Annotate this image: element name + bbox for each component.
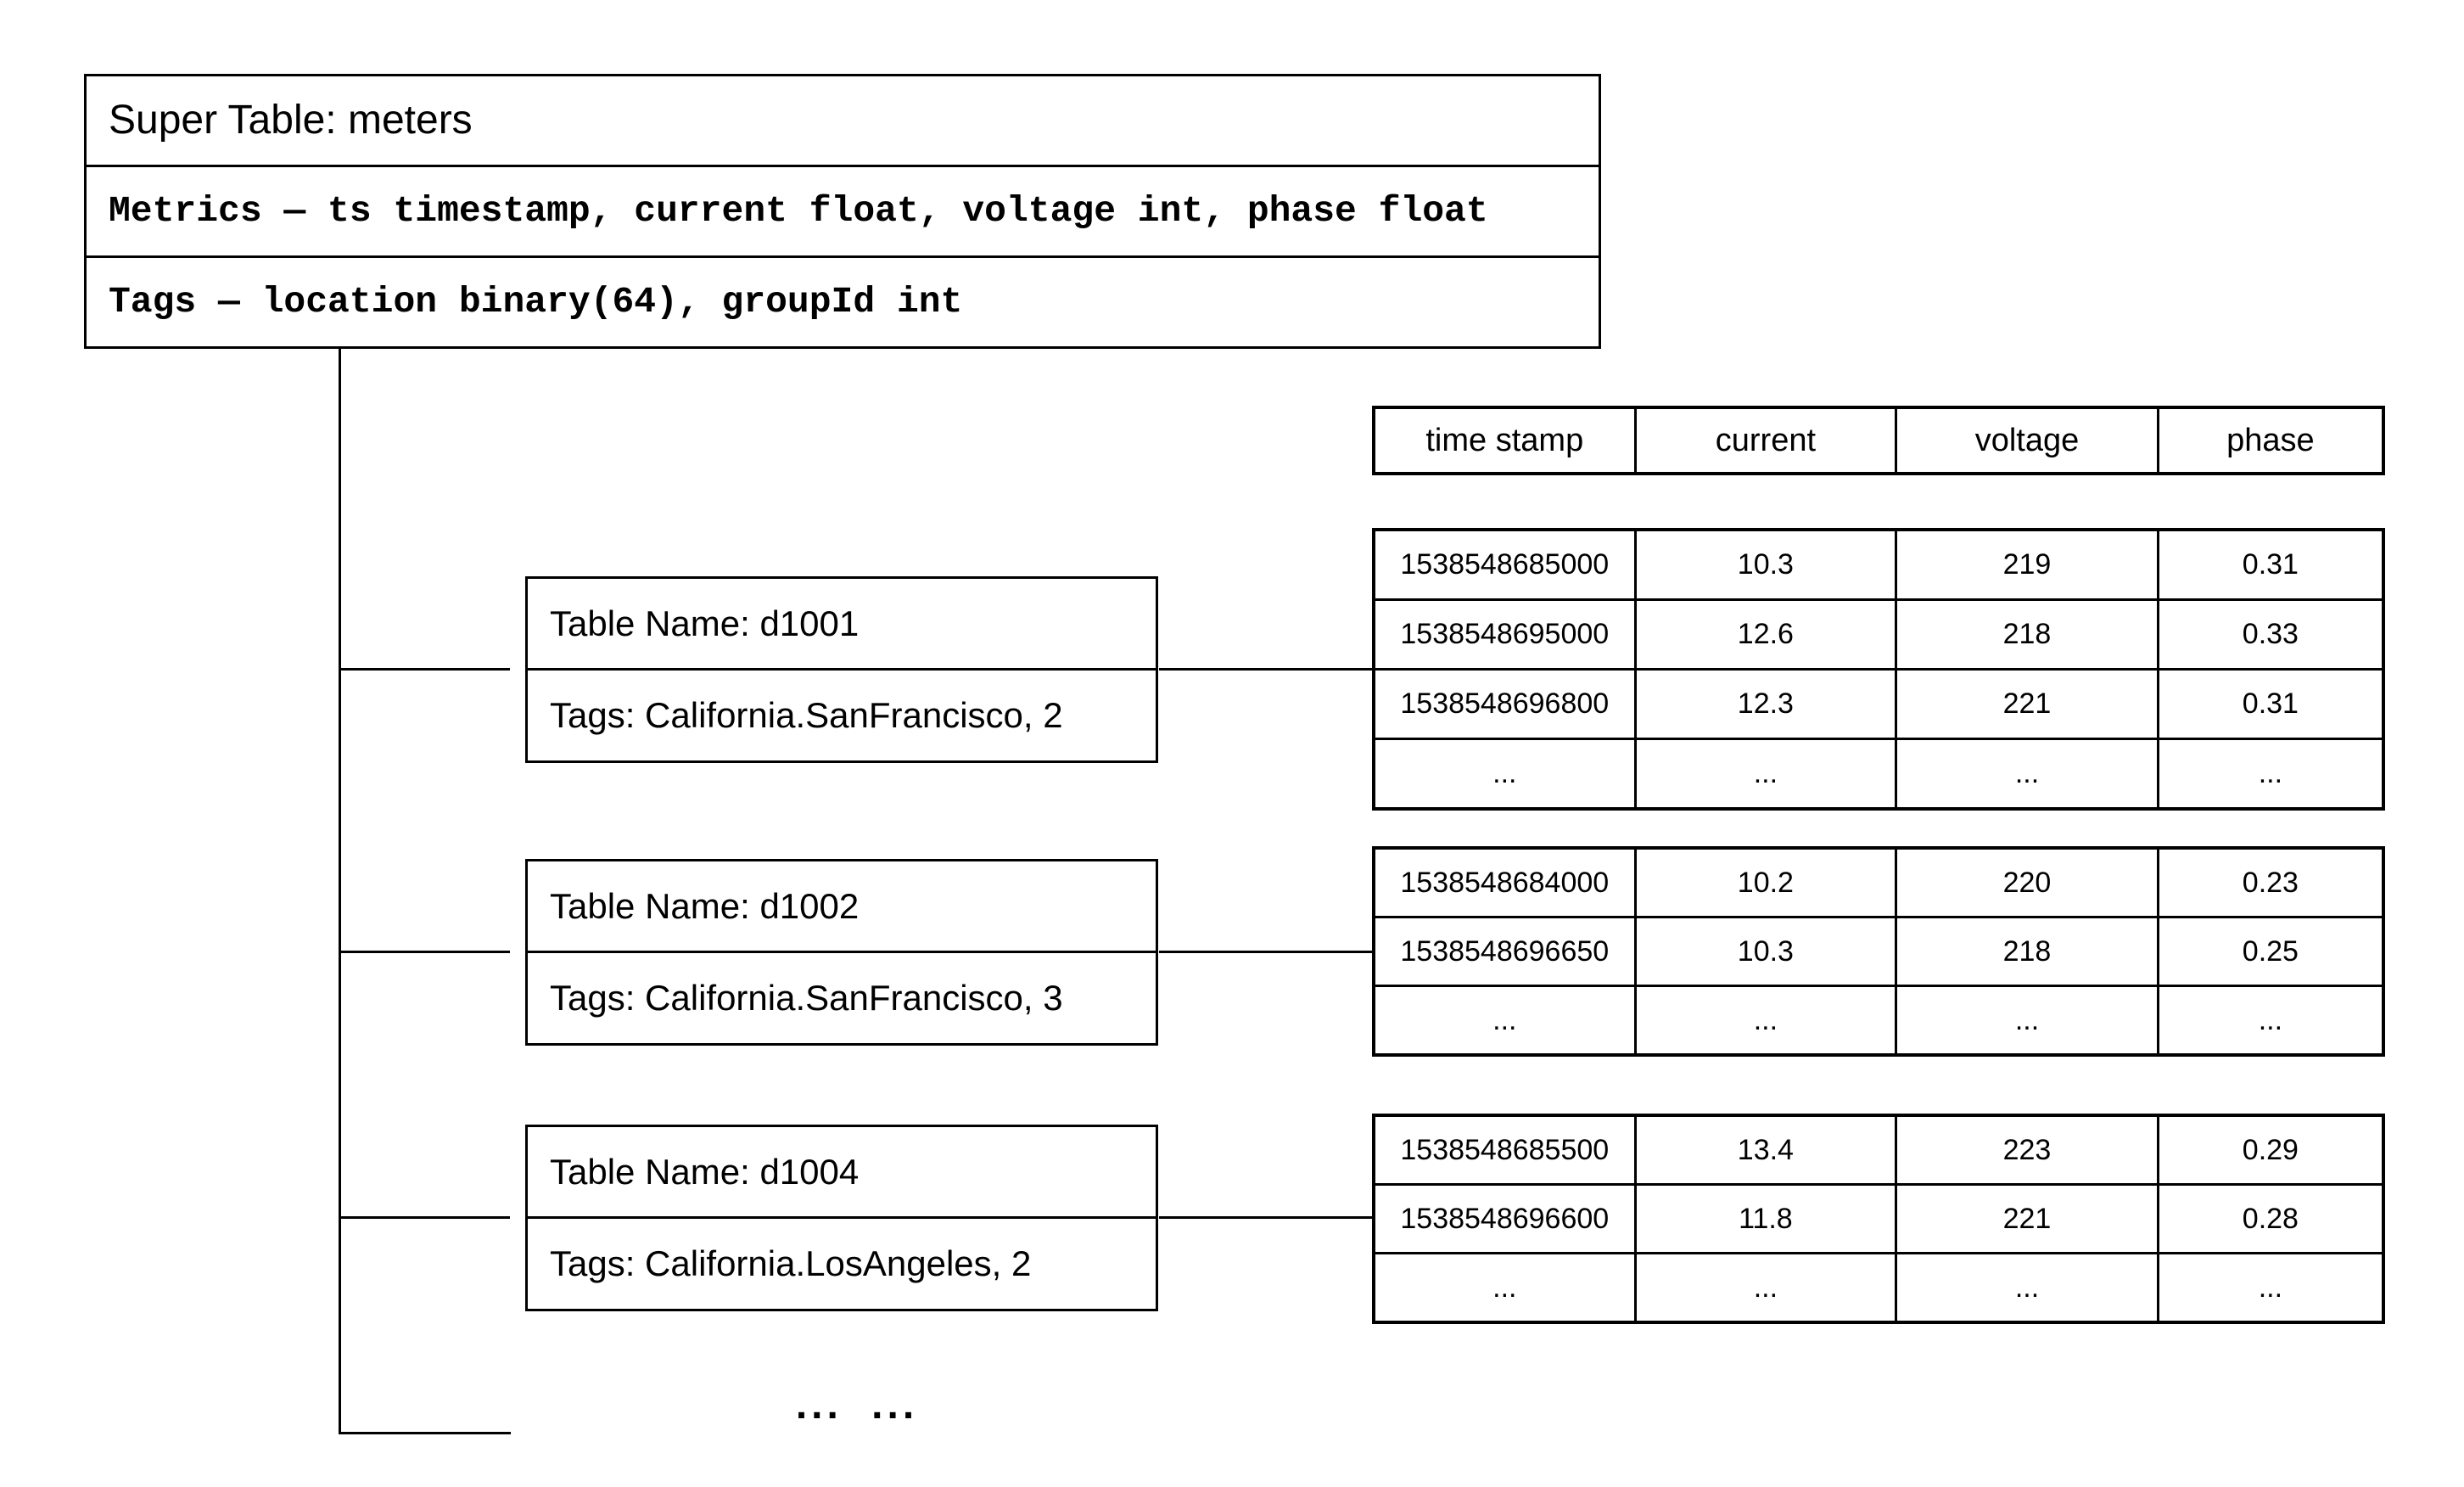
cell-current: ...	[1634, 1254, 1896, 1321]
device-name: Table Name: d1002	[550, 886, 860, 926]
connector-line-d1004-table	[1159, 1216, 1372, 1219]
cell-current: ...	[1634, 740, 1896, 807]
cell-phase: 0.23	[2157, 850, 2382, 916]
device-tags: Tags: California.LosAngeles, 2	[528, 1216, 1156, 1308]
table-row	[1375, 1183, 2382, 1252]
cell-current: 13.4	[1634, 1117, 1896, 1183]
table-row-ellipsis	[1375, 738, 2382, 807]
device-box-d1004	[525, 1125, 1158, 1311]
connector-line-d1002-table	[1159, 951, 1372, 953]
device-name: Table Name: d1001	[550, 603, 860, 643]
trunk-line	[339, 349, 341, 1434]
branch-line-d1001	[339, 668, 510, 671]
cell-voltage: 218	[1895, 918, 2157, 985]
super-table-box	[84, 74, 1601, 349]
cell-current: ...	[1634, 987, 1896, 1053]
cell-phase: ...	[2157, 987, 2382, 1053]
connector-line-d1001-table	[1159, 668, 1372, 671]
table-row	[1375, 916, 2382, 985]
cell-phase: 0.33	[2157, 601, 2382, 668]
cell-voltage: ...	[1895, 987, 2157, 1053]
column-header-current: current	[1634, 409, 1896, 472]
device-name: Table Name: d1004	[550, 1152, 860, 1192]
super-table-metrics: Metrics — ts timestamp, current float, voltage int, phase float	[87, 165, 1599, 255]
branch-line-more	[339, 1432, 511, 1434]
column-header-phase: phase	[2157, 409, 2382, 472]
cell-voltage: ...	[1895, 740, 2157, 807]
super-table-tags: Tags — location binary(64), groupId int	[87, 255, 1599, 346]
cell-current: 12.6	[1634, 601, 1896, 668]
cell-timestamp: 1538548684000	[1400, 866, 1610, 899]
cell-timestamp: 1538548696650	[1400, 934, 1610, 968]
branch-line-d1004	[339, 1216, 510, 1219]
cell-phase: 0.31	[2157, 671, 2382, 738]
cell-phase: ...	[2157, 1254, 2382, 1321]
cell-timestamp: 1538548695000	[1400, 618, 1610, 650]
cell-voltage: 219	[1895, 531, 2157, 598]
cell-voltage: 221	[1895, 1186, 2157, 1252]
device-box-d1002	[525, 859, 1158, 1046]
cell-phase: 0.31	[2157, 531, 2382, 598]
cell-phase: ...	[2157, 740, 2382, 807]
data-table-d1002	[1372, 846, 2385, 1057]
column-header-row	[1372, 406, 2385, 475]
cell-timestamp: 1538548696600	[1400, 1202, 1610, 1235]
cell-timestamp: ...	[1492, 1271, 1517, 1304]
table-row	[1375, 1117, 2382, 1183]
device-tags: Tags: California.SanFrancisco, 3	[528, 951, 1156, 1042]
cell-timestamp: 1538548685000	[1400, 548, 1610, 581]
more-tables-ellipsis: ... ...	[795, 1383, 919, 1428]
data-table-d1004	[1372, 1114, 2385, 1324]
table-row-ellipsis	[1375, 985, 2382, 1053]
cell-current: 10.3	[1634, 918, 1896, 985]
device-tags: Tags: California.SanFrancisco, 2	[528, 668, 1156, 760]
cell-voltage: 218	[1895, 601, 2157, 668]
column-header-timestamp: time stamp	[1425, 422, 1584, 458]
super-table-title: Super Table: meters	[109, 98, 473, 143]
table-row	[1375, 850, 2382, 916]
cell-timestamp: ...	[1492, 1003, 1517, 1036]
cell-current: 10.2	[1634, 850, 1896, 916]
cell-timestamp: ...	[1492, 757, 1517, 789]
table-row	[1375, 598, 2382, 668]
table-row-ellipsis	[1375, 1252, 2382, 1321]
cell-phase: 0.28	[2157, 1186, 2382, 1252]
cell-voltage: 220	[1895, 850, 2157, 916]
cell-timestamp: 1538548696800	[1400, 687, 1610, 720]
device-box-d1001	[525, 576, 1158, 763]
cell-current: 10.3	[1634, 531, 1896, 598]
cell-phase: 0.25	[2157, 918, 2382, 985]
cell-voltage: 221	[1895, 671, 2157, 738]
cell-voltage: 223	[1895, 1117, 2157, 1183]
branch-line-d1002	[339, 951, 510, 953]
table-row	[1375, 668, 2382, 738]
cell-voltage: ...	[1895, 1254, 2157, 1321]
cell-phase: 0.29	[2157, 1117, 2382, 1183]
cell-current: 11.8	[1634, 1186, 1896, 1252]
table-row	[1375, 531, 2382, 598]
cell-timestamp: 1538548685500	[1400, 1133, 1610, 1166]
column-header-voltage: voltage	[1895, 409, 2157, 472]
cell-current: 12.3	[1634, 671, 1896, 738]
data-table-d1001	[1372, 528, 2385, 811]
